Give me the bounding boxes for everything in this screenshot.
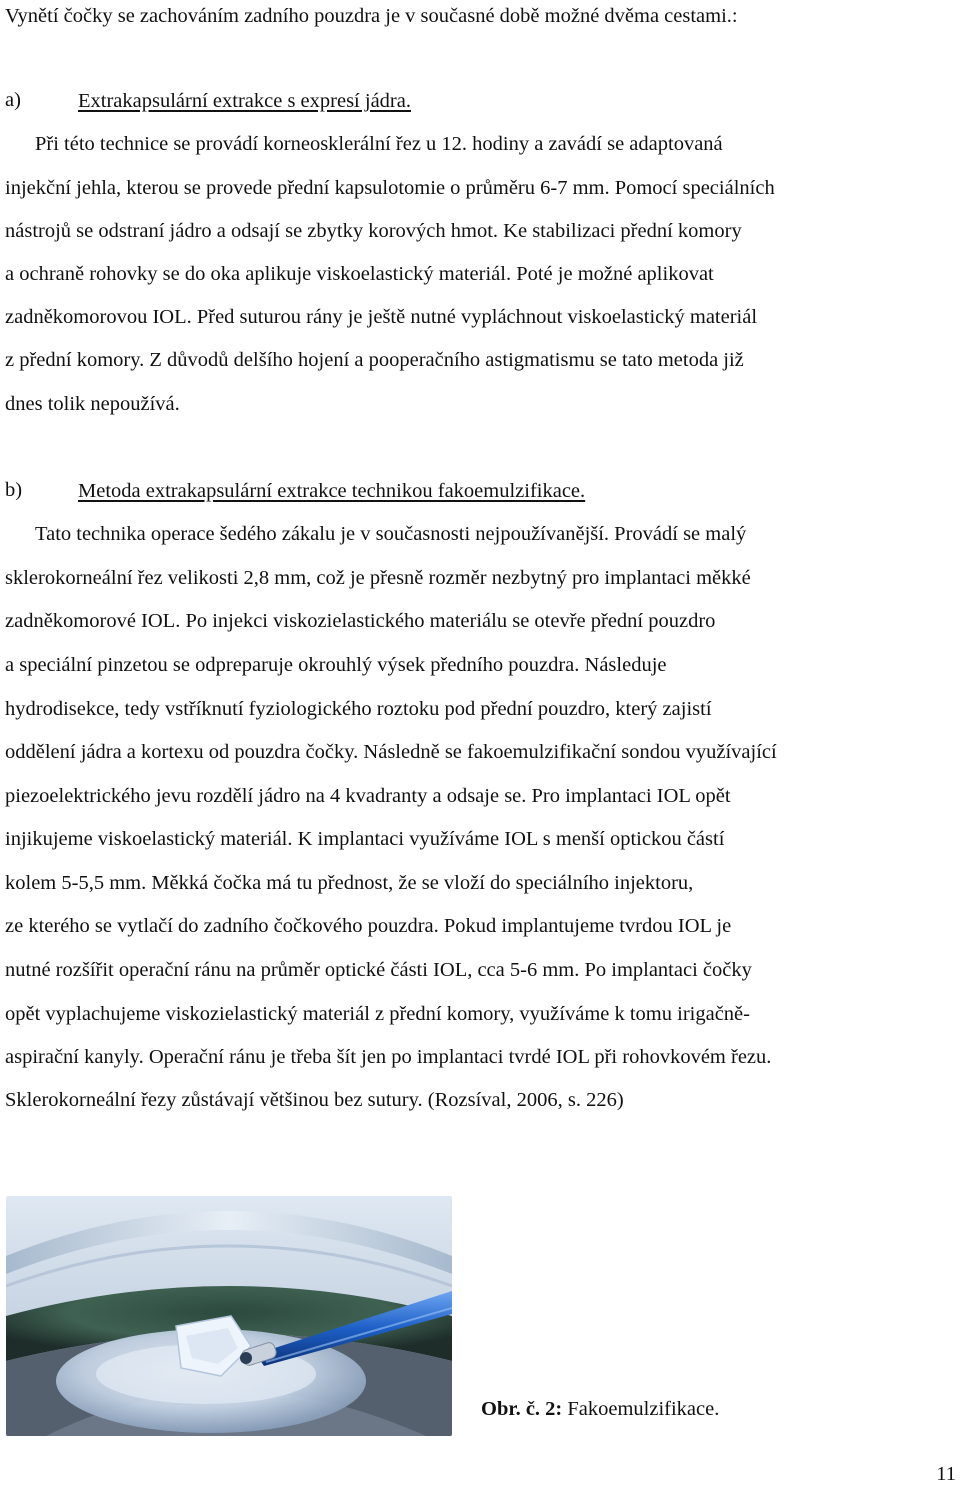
section-a-heading: Extrakapsulární extrakce s expresí jádra.: [78, 90, 411, 112]
figure-caption-label: Obr. č. 2:: [481, 1398, 563, 1420]
figure-caption-text: Fakoemulzifikace.: [562, 1398, 720, 1420]
phacoemulsification-illustration: [6, 1196, 452, 1436]
section-b-line: a speciální pinzetou se odpreparuje okrouhlý výsek předního pouzdra. Následuje: [5, 654, 667, 676]
section-b-line: aspirační kanyly. Operační ránu je třeba šít jen po implantaci tvrdé IOL při rohovkovém řezu.: [5, 1046, 772, 1068]
section-b-line: Tato technika operace šedého zákalu je v současnosti nejpoužívanější. Provádí se malý: [35, 523, 747, 545]
section-a-line: z přední komory. Z důvodů delšího hojení a pooperačního astigmatismu se tato metoda již: [5, 349, 744, 371]
section-b-line: ze kterého se vytlačí do zadního čočkového pouzdra. Pokud implantujeme tvrdou IOL je: [5, 915, 732, 937]
intro-text: Vynětí čočky se zachováním zadního pouzdra je v současné době možné dvěma cestami.:: [5, 5, 738, 27]
section-b-line: piezoelektrického jevu rozdělí jádro na 4 kvadranty a odsaje se. Pro implantaci IOL opět: [5, 785, 731, 807]
section-b-line: oddělení jádra a kortexu od pouzdra čočky. Následně se fakoemulzifikační sondou využívající: [5, 741, 777, 763]
section-b-line: hydrodisekce, tedy vstříknutí fyziologického roztoku pod přední pouzdro, který zajistí: [5, 698, 712, 720]
section-b-line: opět vyplachujeme viskozielastický materiál z přední komory, využíváme k tomu irigačně-: [5, 1003, 750, 1025]
section-a-marker: a): [5, 89, 21, 111]
section-b-heading: Metoda extrakapsulární extrakce technikou fakoemulzifikace.: [78, 480, 586, 502]
section-b-line: sklerokorneální řez velikosti 2,8 mm, což je přesně rozměr nezbytný pro implantaci měkké: [5, 567, 751, 589]
figure-caption: [481, 1397, 719, 1421]
section-a-line: Při této technice se provádí korneosklerální řez u 12. hodiny a zavádí se adaptovaná: [35, 133, 723, 155]
section-a-line: dnes tolik nepoužívá.: [5, 393, 180, 415]
section-b-line: Sklerokorneální řezy zůstávají většinou bez sutury. (Rozsíval, 2006, s. 226): [5, 1089, 624, 1111]
section-b-line: nutné rozšířit operační ránu na průměr optické části IOL, cca 5-6 mm. Po implantaci čočky: [5, 959, 752, 981]
section-b-line: kolem 5-5,5 mm. Měkká čočka má tu přednost, že se vloží do speciálního injektoru,: [5, 872, 694, 894]
section-a-line: nástrojů se odstraní jádro a odsají se zbytky korových hmot. Ke stabilizaci přední komory: [5, 220, 742, 242]
section-a-line: zadněkomorovou IOL. Před suturou rány je ještě nutné vypláchnout viskoelastický materiál: [5, 306, 758, 328]
section-a-line: a ochraně rohovky se do oka aplikuje viskoelastický materiál. Poté je možné aplikovat: [5, 263, 714, 285]
section-a-line: injekční jehla, kterou se provede přední kapsulotomie o průměru 6-7 mm. Pomocí speciálních: [5, 177, 775, 199]
page-number: 11: [936, 1463, 956, 1485]
section-b-line: injikujeme viskoelastický materiál. K implantaci využíváme IOL s menší optickou částí: [5, 828, 725, 850]
section-b-marker: b): [5, 479, 23, 501]
section-b-line: zadněkomorové IOL. Po injekci viskozielastického materiálu se otevře přední pouzdro: [5, 610, 716, 632]
